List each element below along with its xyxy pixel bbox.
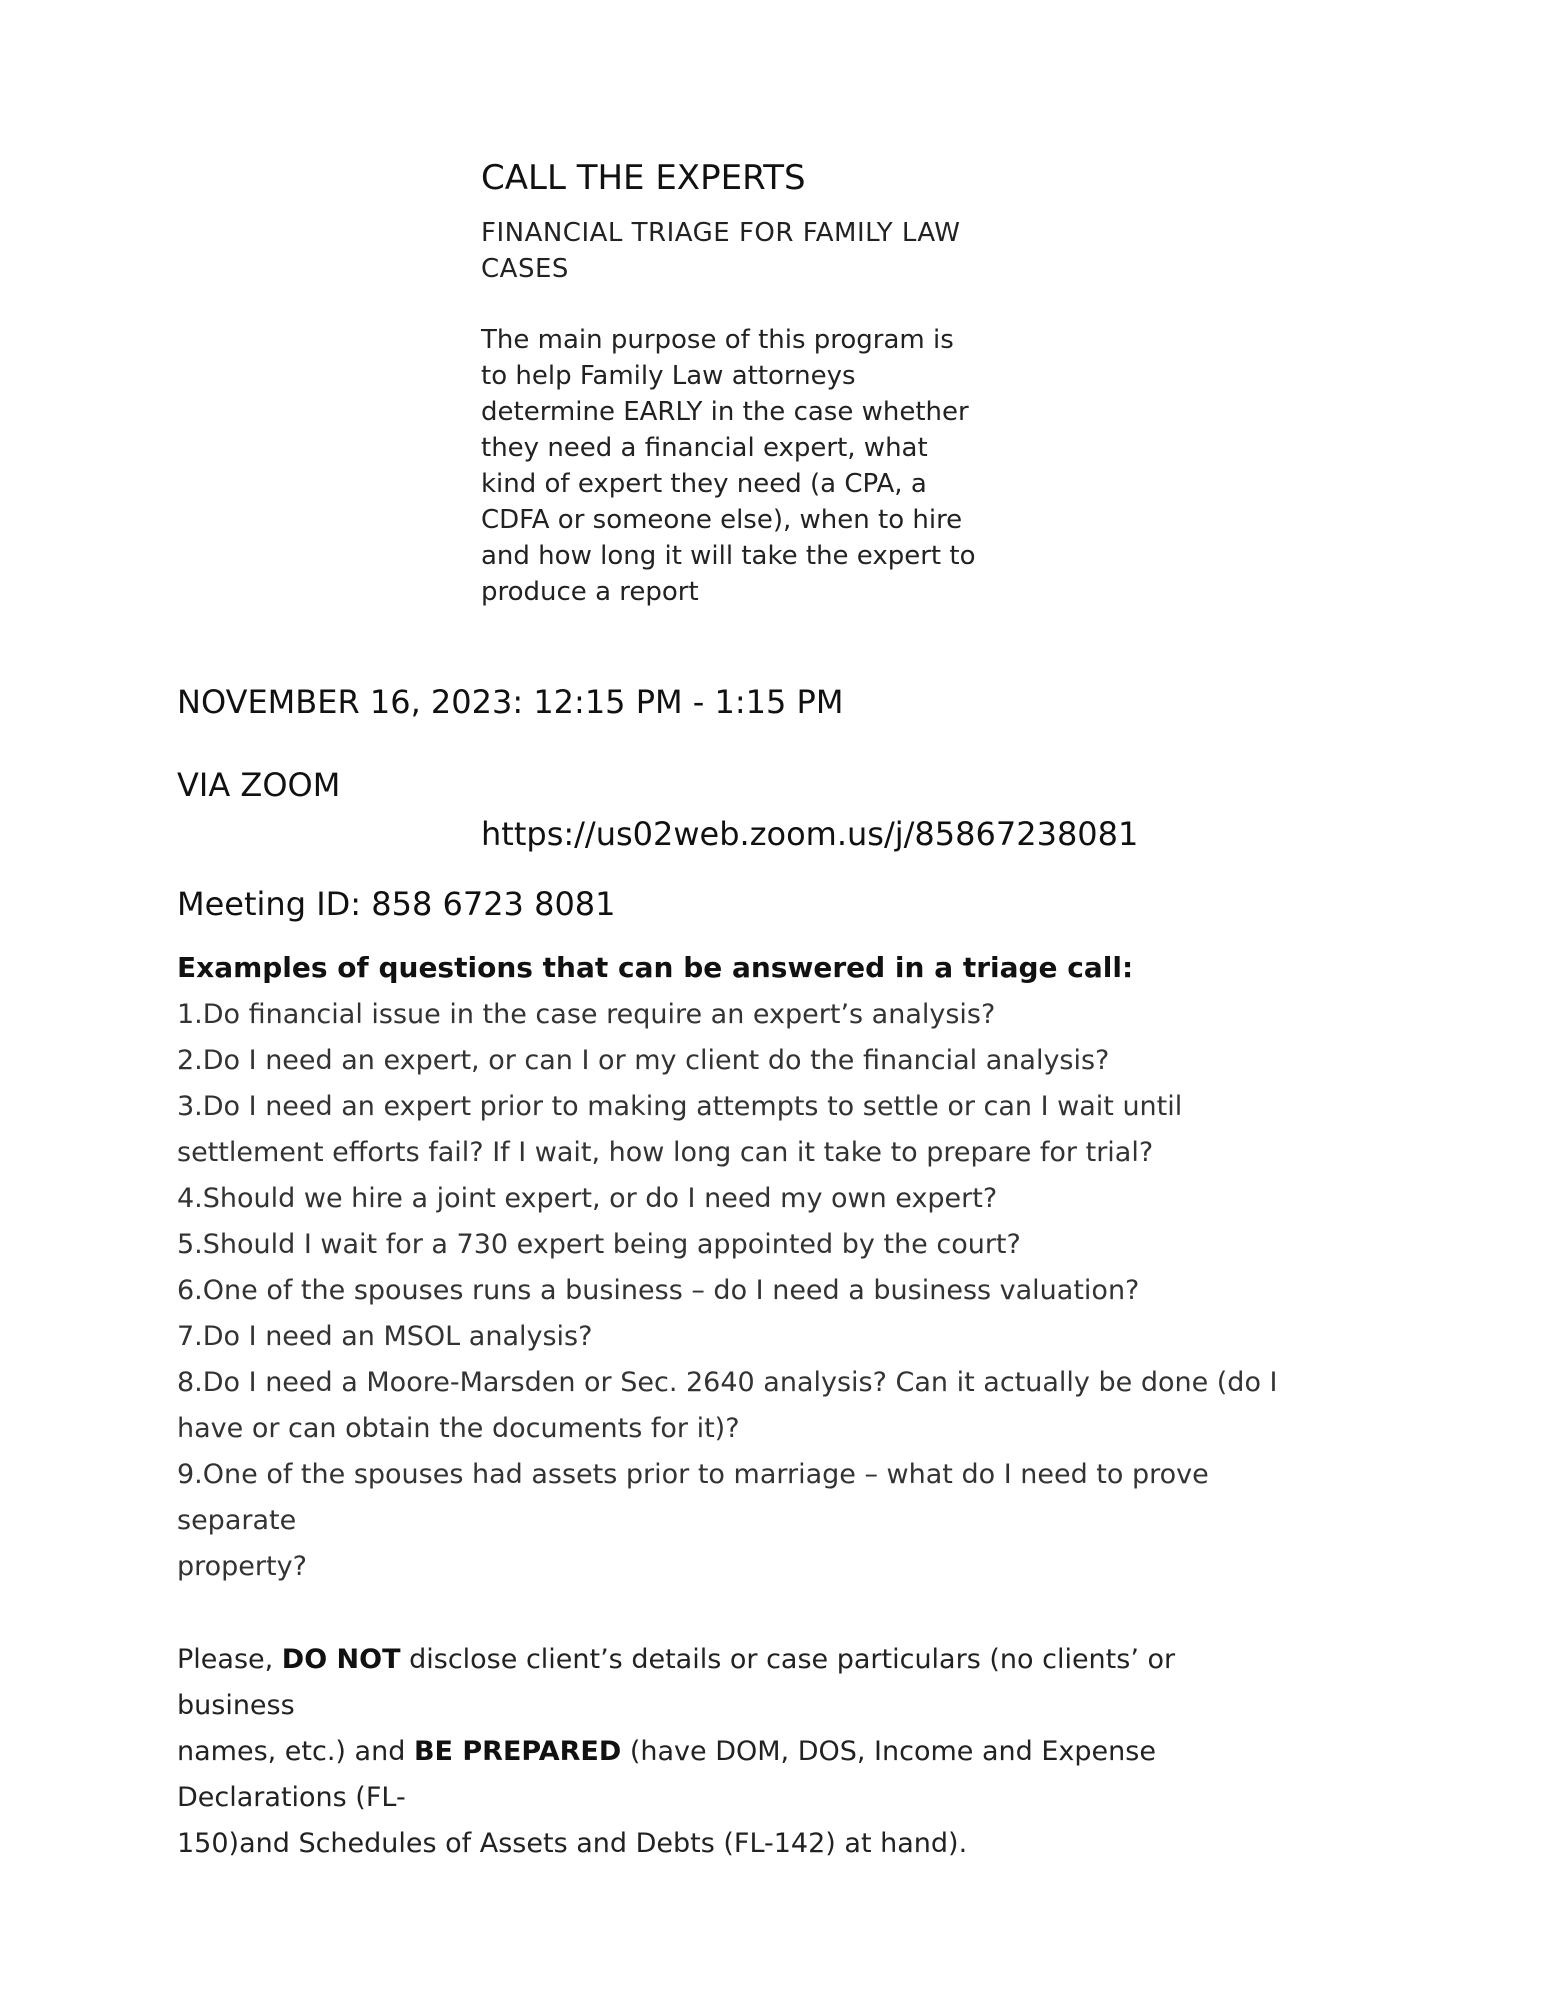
meeting-id: Meeting ID: 858 6723 8081 xyxy=(177,885,616,923)
list-item: have or can obtain the documents for it)? xyxy=(177,1413,740,1444)
purpose-line: kind of expert they need (a CPA, a xyxy=(481,469,927,499)
notice-line xyxy=(177,1637,1357,1683)
purpose-line: determine EARLY in the case whether xyxy=(481,397,969,427)
subtitle-line: FINANCIAL TRIAGE FOR FAMILY LAW xyxy=(481,218,961,248)
list-item: property? xyxy=(177,1551,307,1582)
list-item: 6.One of the spouses runs a business – do I need a business valuation? xyxy=(177,1275,1140,1306)
notice-text: disclose client’s details or case particulars (no clients’ or xyxy=(400,1644,1176,1675)
notice-line: Declarations (FL- xyxy=(177,1782,406,1813)
purpose-line: CDFA or someone else), when to hire xyxy=(481,505,963,535)
purpose-paragraph xyxy=(481,322,1021,610)
purpose-line: and how long it will take the expert to xyxy=(481,541,976,571)
examples-heading: Examples of questions that can be answered in a triage call: xyxy=(177,951,1134,984)
zoom-link[interactable]: https://us02web.zoom.us/j/85867238081 xyxy=(481,815,1139,853)
be-prepared-emphasis: BE PREPARED xyxy=(413,1736,622,1767)
list-item: settlement efforts fail? If I wait, how long can it take to prepare for trial? xyxy=(177,1137,1154,1168)
subtitle-line: CASES xyxy=(481,254,569,284)
purpose-line: to help Family Law attorneys xyxy=(481,361,856,391)
list-item: 7.Do I need an MSOL analysis? xyxy=(177,1321,593,1352)
notice-paragraph xyxy=(177,1637,1357,1867)
questions-list xyxy=(177,992,1357,1590)
list-item: 2.Do I need an expert, or can I or my client do the financial analysis? xyxy=(177,1045,1110,1076)
list-item: separate xyxy=(177,1505,297,1536)
list-item: 1.Do financial issue in the case require an expert’s analysis? xyxy=(177,999,996,1030)
notice-text: names, etc.) and xyxy=(177,1736,414,1767)
purpose-line: The main purpose of this program is xyxy=(481,325,954,355)
list-item: 5.Should I wait for a 730 expert being appointed by the court? xyxy=(177,1229,1021,1260)
purpose-line: they need a financial expert, what xyxy=(481,433,928,463)
list-item: 4.Should we hire a joint expert, or do I need my own expert? xyxy=(177,1183,998,1214)
page-title: CALL THE EXPERTS xyxy=(481,158,806,198)
notice-line: 150)and Schedules of Assets and Debts (FL-142) at hand). xyxy=(177,1828,968,1859)
notice-line: business xyxy=(177,1690,295,1721)
event-date: NOVEMBER 16, 2023: 12:15 PM - 1:15 PM xyxy=(177,683,844,721)
purpose-line: produce a report xyxy=(481,577,699,607)
list-item: 3.Do I need an expert prior to making attempts to settle or can I wait until xyxy=(177,1091,1183,1122)
list-item: 8.Do I need a Moore-Marsden or Sec. 2640 analysis? Can it actually be done (do I xyxy=(177,1367,1278,1398)
do-not-emphasis: DO NOT xyxy=(281,1644,401,1675)
notice-text: (have DOM, DOS, Income and Expense xyxy=(621,1736,1156,1767)
list-item: 9.One of the spouses had assets prior to marriage – what do I need to prove xyxy=(177,1459,1209,1490)
event-platform: VIA ZOOM xyxy=(177,766,341,804)
notice-line xyxy=(177,1729,1357,1775)
subtitle xyxy=(481,215,1041,287)
notice-text: Please, xyxy=(177,1644,282,1675)
